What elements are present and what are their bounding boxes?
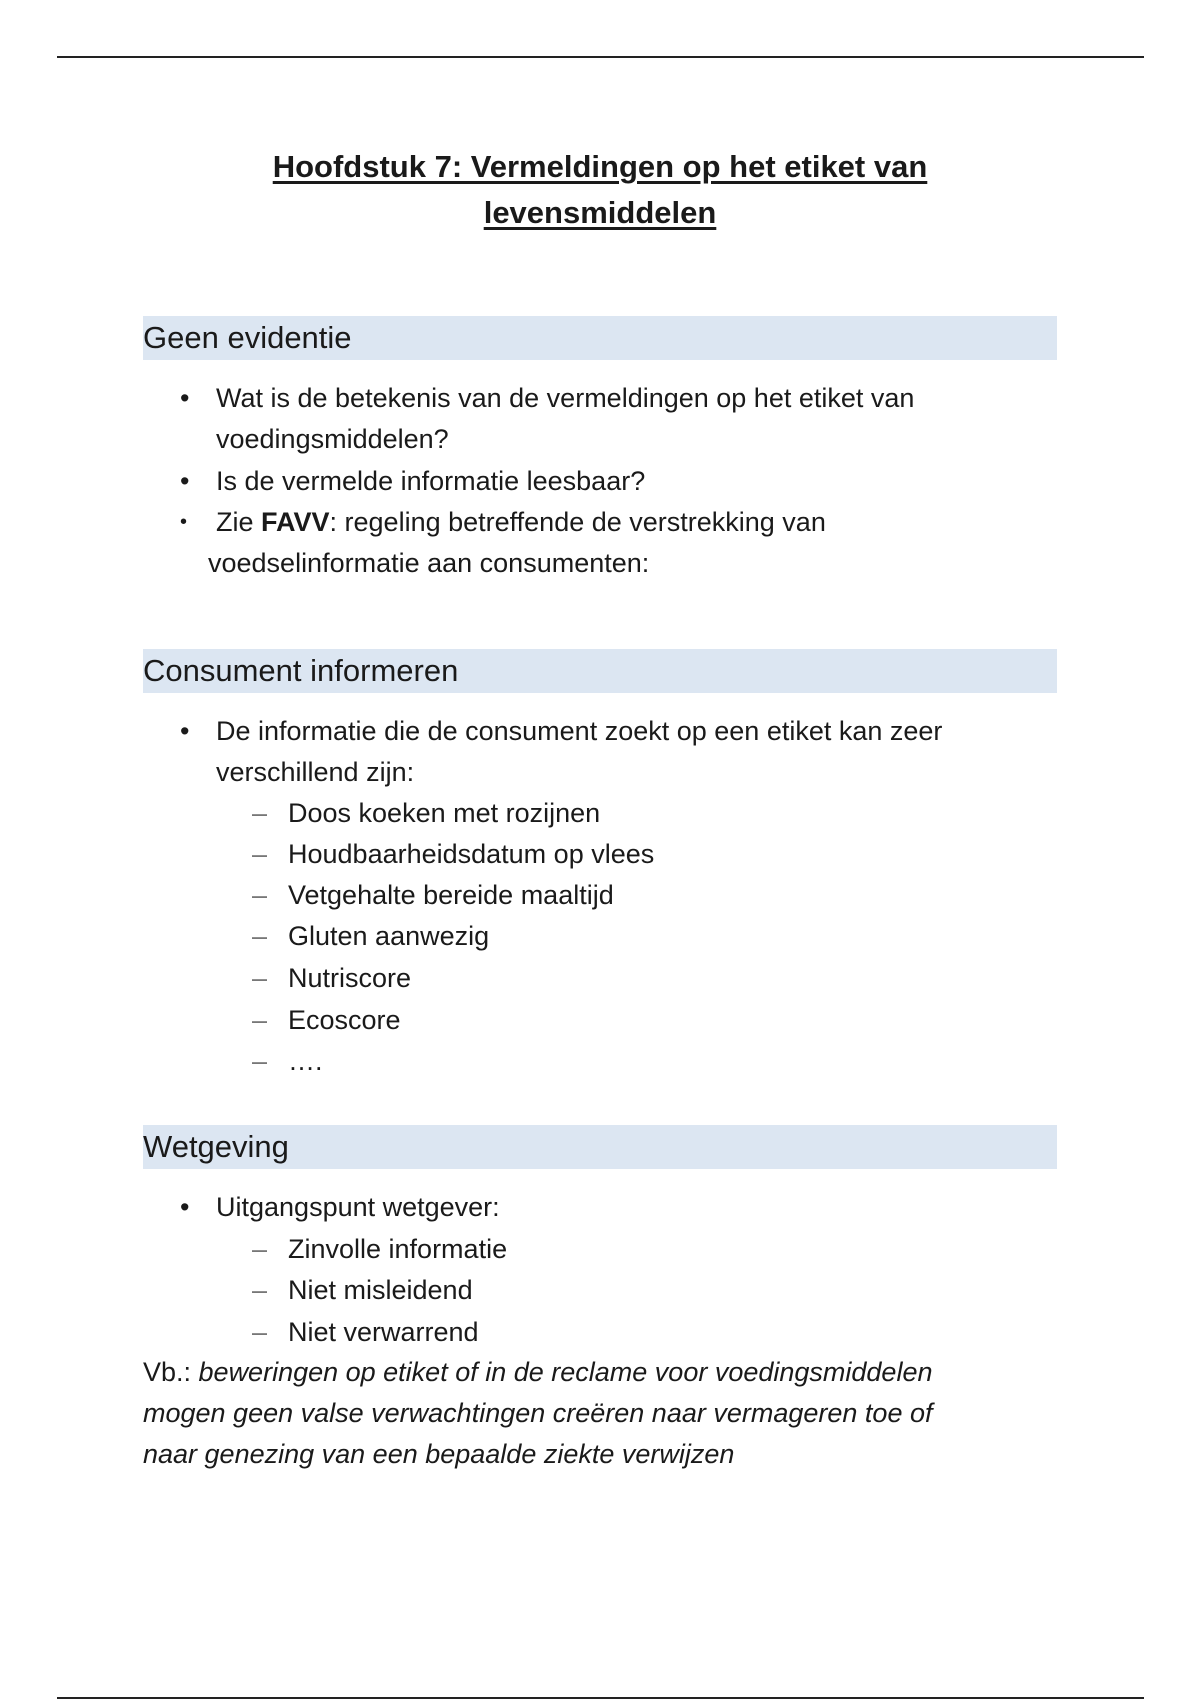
header-rule [57,56,1144,58]
list-item-text: Zinvolle informatie [288,1234,508,1264]
list-item-text: Nutriscore [288,963,412,993]
bullet-text [216,502,826,543]
bullet-mark: • [180,1192,190,1222]
dash-mark: – [252,1317,268,1347]
list-item-text: Niet misleidend [288,1275,473,1305]
bullet-text-line-1: Wat is de betekenis van de vermeldingen op het etiket van [216,383,915,413]
bullet-mark: • [180,383,190,413]
bullet-text-line-2: voedingsmiddelen? [216,424,449,454]
section-heading-geen-evidentie: Geen evidentie [143,316,1057,360]
list-item-text: Houdbaarheidsdatum op vlees [288,839,655,869]
list-item-text: Ecoscore [288,1005,401,1035]
bullet-continuation [208,543,1088,584]
footer-rule [57,1697,1144,1699]
dash-mark: – [252,921,268,951]
example-line-1: beweringen op etiket of in de reclame voor voedingsmiddelen [198,1357,933,1387]
bullet-text-line-1: : regeling betreffende de verstrekking van [329,507,826,537]
bullet-text-line-2: voedselinformatie aan consumenten: [208,548,650,578]
dash-mark: – [252,880,268,910]
page-title [143,144,1057,236]
bullet-mark: • [180,511,188,533]
page-title-line-2: levensmiddelen [483,195,717,230]
bullet-text: Uitgangspunt wetgever: [216,1192,500,1222]
bullet-text [216,378,914,460]
list-item-text: Doos koeken met rozijnen [288,798,601,828]
list-item-text: Niet verwarrend [288,1317,479,1347]
dash-mark: – [252,839,268,869]
dash-mark: – [252,963,268,993]
list-item-text: Gluten aanwezig [288,921,490,951]
bullet-text-line-1: De informatie die de consument zoekt op een etiket kan zeer [216,716,943,746]
bullet-mark: • [180,716,190,746]
dash-mark: – [252,1046,268,1076]
example-line-3: naar genezing van een bepaalde ziekte verwijzen [143,1439,735,1469]
page-title-line-1: Hoofdstuk 7: Vermeldingen op het etiket van [272,149,928,184]
section-heading-wetgeving: Wetgeving [143,1125,1057,1169]
bullet-prefix: Zie [216,507,262,537]
dash-mark: – [252,1275,268,1305]
list-item-text: Vetgehalte bereide maaltijd [288,880,614,910]
bullet-text-line-2: verschillend zijn: [216,757,415,787]
section-heading-consument-informeren: Consument informeren [143,649,1057,693]
example-prefix: Vb.: [143,1357,199,1387]
bullet-mark: • [180,466,190,496]
bullet-text [216,711,942,793]
list-item-text: …. [288,1046,323,1076]
example-paragraph [143,1352,1057,1475]
dash-mark: – [252,1234,268,1264]
dash-mark: – [252,798,268,828]
favv-label: FAVV [261,507,330,537]
bullet-text: Is de vermelde informatie leesbaar? [216,466,646,496]
dash-mark: – [252,1005,268,1035]
example-line-2: mogen geen valse verwachtingen creëren naar vermageren toe of [143,1398,933,1428]
